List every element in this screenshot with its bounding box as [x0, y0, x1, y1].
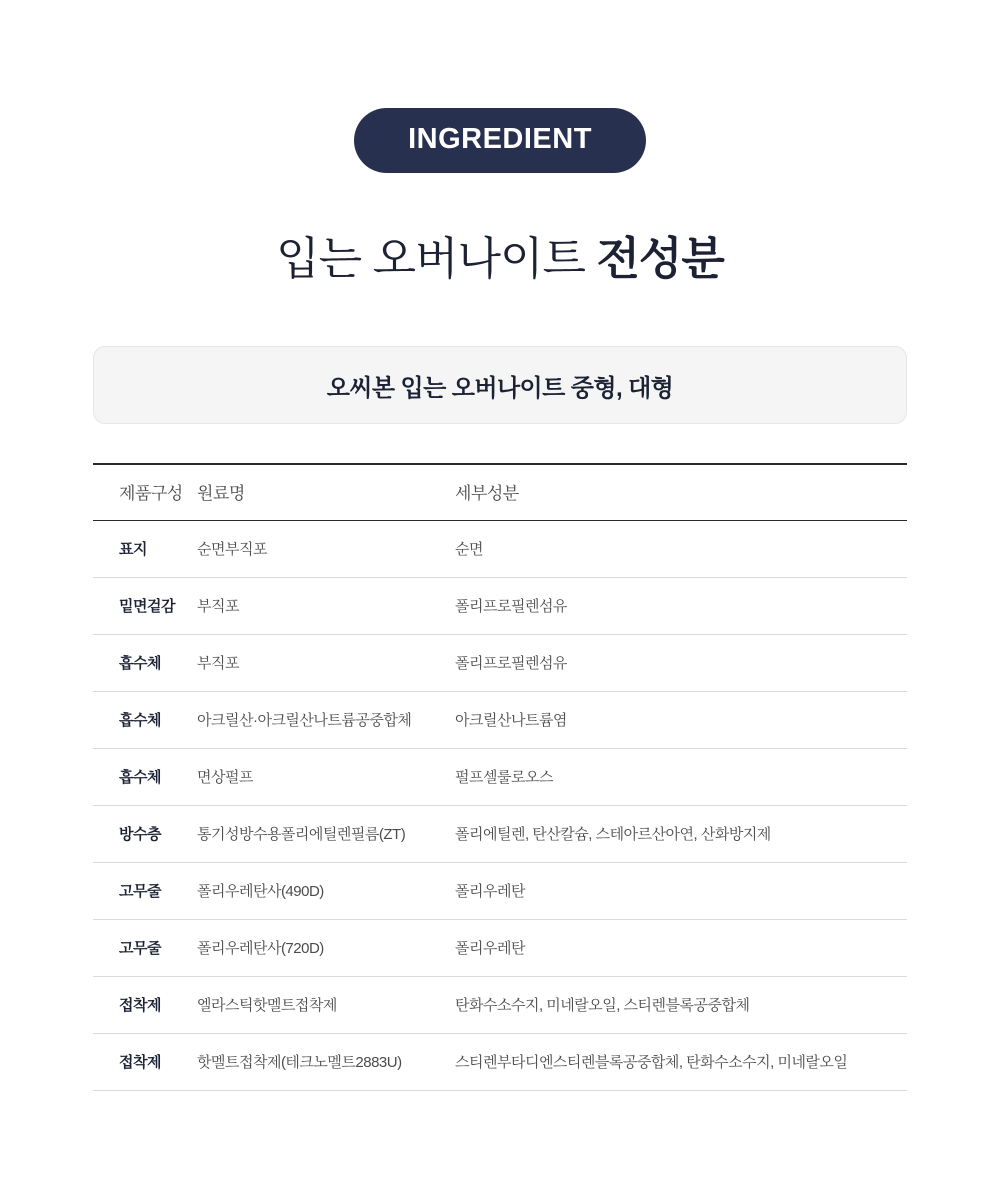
table-row [93, 863, 907, 920]
cell-detail: 탄화수소수지, 미네랄오일, 스티렌블록공중합체 [455, 977, 907, 1034]
cell-material: 핫멜트접착제(테크노멜트2883U) [197, 1034, 455, 1091]
table-row [93, 977, 907, 1034]
product-name-bar [93, 346, 907, 424]
table-row [93, 635, 907, 692]
badge-container [0, 0, 1000, 173]
table-row [93, 806, 907, 863]
cell-part: 밑면겉감 [93, 578, 197, 635]
cell-part: 흡수체 [93, 635, 197, 692]
cell-material: 부직포 [197, 578, 455, 635]
cell-detail: 폴리우레탄 [455, 920, 907, 977]
cell-part: 접착제 [93, 977, 197, 1034]
cell-detail: 순면 [455, 521, 907, 578]
cell-part: 접착제 [93, 1034, 197, 1091]
cell-detail: 폴리우레탄 [455, 863, 907, 920]
table-row [93, 920, 907, 977]
table-row [93, 749, 907, 806]
column-header-detail: 세부성분 [455, 464, 907, 521]
table-body [93, 521, 907, 1091]
cell-detail: 폴리프로필렌섬유 [455, 635, 907, 692]
ingredient-table [93, 463, 907, 1091]
cell-material: 폴리우레탄사(490D) [197, 863, 455, 920]
cell-part: 표지 [93, 521, 197, 578]
cell-material: 엘라스틱핫멜트접착제 [197, 977, 455, 1034]
page-title-bold: 전성분 [596, 233, 724, 284]
cell-part: 흡수체 [93, 749, 197, 806]
page-title-light: 입는 오버나이트 [276, 233, 597, 284]
cell-part: 방수층 [93, 806, 197, 863]
cell-material: 순면부직포 [197, 521, 455, 578]
cell-part: 고무줄 [93, 920, 197, 977]
cell-detail: 폴리프로필렌섬유 [455, 578, 907, 635]
ingredient-badge: INGREDIENT [354, 108, 646, 173]
table-row [93, 578, 907, 635]
page-title [0, 231, 1000, 287]
cell-detail: 폴리에틸렌, 탄산칼슘, 스테아르산아연, 산화방지제 [455, 806, 907, 863]
column-header-material: 원료명 [197, 464, 455, 521]
table-header [93, 464, 907, 521]
product-name-label: 오씨본 입는 오버나이트 중형, 대형 [326, 374, 674, 402]
cell-detail: 펄프셀룰로오스 [455, 749, 907, 806]
ingredient-table-container [93, 463, 907, 1091]
cell-part: 고무줄 [93, 863, 197, 920]
column-header-part: 제품구성 [93, 464, 197, 521]
table-row [93, 692, 907, 749]
cell-detail: 스티렌부타디엔스티렌블록공중합체, 탄화수소수지, 미네랄오일 [455, 1034, 907, 1091]
cell-material: 통기성방수용폴리에틸렌필름(ZT) [197, 806, 455, 863]
table-row [93, 521, 907, 578]
cell-material: 폴리우레탄사(720D) [197, 920, 455, 977]
cell-material: 아크릴산·아크릴산나트륨공중합체 [197, 692, 455, 749]
cell-detail: 아크릴산나트륨염 [455, 692, 907, 749]
cell-part: 흡수체 [93, 692, 197, 749]
table-header-row [93, 464, 907, 521]
table-row [93, 1034, 907, 1091]
cell-material: 부직포 [197, 635, 455, 692]
cell-material: 면상펄프 [197, 749, 455, 806]
